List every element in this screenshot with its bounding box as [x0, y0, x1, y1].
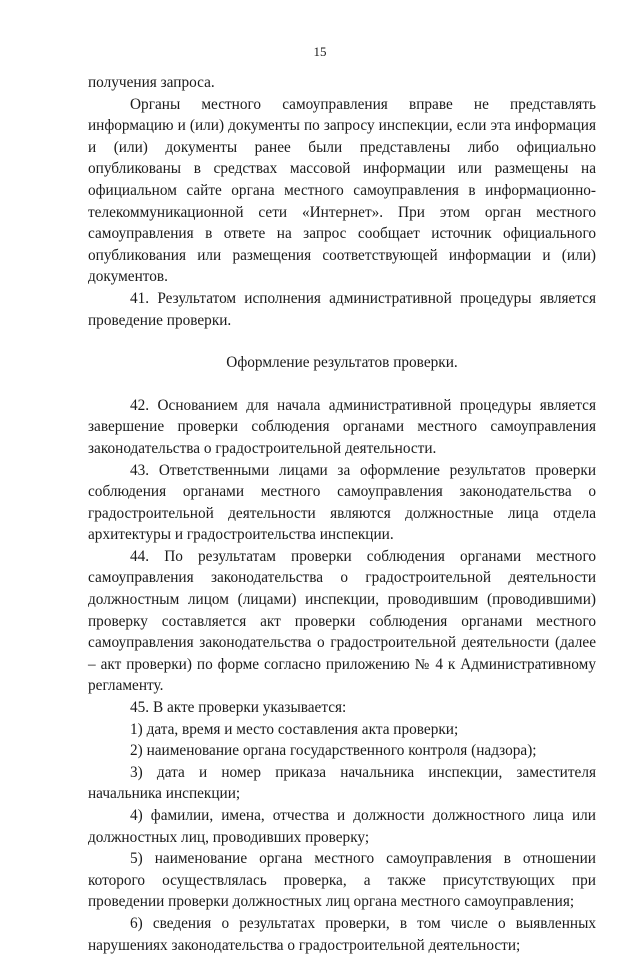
list-item-6: 6) сведения о результатах проверки, в том числе о выявленных нарушениях законодательства о градостроительной деятельности; — [88, 914, 596, 954]
paragraph-42: 42. Основанием для начала административной процедуры является завершение проверки соблюдения органами местного самоуправления законодательства о градостроительной деятельности. — [88, 396, 596, 457]
paragraph-43: 43. Ответственными лицами за оформление результатов проверки соблюдения органами местного самоуправления законодательства о градостроительной деятельности являются должностные лица отдела архитектуры и градостроительства инспекции. — [88, 461, 596, 544]
page-number: 15 — [313, 44, 327, 59]
list-item-2: 2) наименование органа государственного контроля (надзора); — [130, 742, 537, 760]
section-heading: Оформление результатов проверки. — [226, 354, 458, 372]
paragraph-local-authorities: Органы местного самоуправления вправе не представлять информацию и (или) документы по запросу инспекции, если эта информация и (или) документы ранее были представлены либо официально опубликованы в средствах массовой информации или размещены на официальном сайте органа местного самоуправления в информационно-телекоммуникационной сети «Интернет». При этом орган местного самоуправления в ответе на запрос сообщает источник официального опубликования или размещения соответствующей информации и (или) документов. — [88, 95, 596, 286]
paragraph-45: 45. В акте проверки указывается: — [130, 699, 347, 717]
list-item-3: 3) дата и номер приказа начальника инспекции, заместителя начальника инспекции; — [88, 763, 596, 803]
list-item-5: 5) наименование органа местного самоуправления в отношении которого осуществлялась проверка, а также присутствующих при проведении проверки должностных лиц органа местного самоуправления; — [88, 850, 596, 911]
paragraph-44: 44. По результатам проверки соблюдения органами местного самоуправления законодательства о градостроительной деятельности должностным лицом (лицами) инспекции, проводившим (проводившими) проверку составляется акт проверки соблюдения органами местного самоуправления законодательства о градостроительной деятельности (далее – акт проверки) по форме согласно приложению № 4 к Административному регламенту. — [88, 547, 596, 695]
list-item-4: 4) фамилии, имена, отчества и должности должностного лица или должностных лиц, проводивших проверку; — [88, 807, 596, 846]
paragraph-41: 41. Результатом исполнения административной процедуры является проведение проверки. — [88, 289, 596, 329]
paragraph-continuation: получения запроса. — [88, 74, 215, 91]
document-body — [88, 72, 596, 956]
list-item-1: 1) дата, время и место составления акта проверки; — [130, 720, 459, 738]
